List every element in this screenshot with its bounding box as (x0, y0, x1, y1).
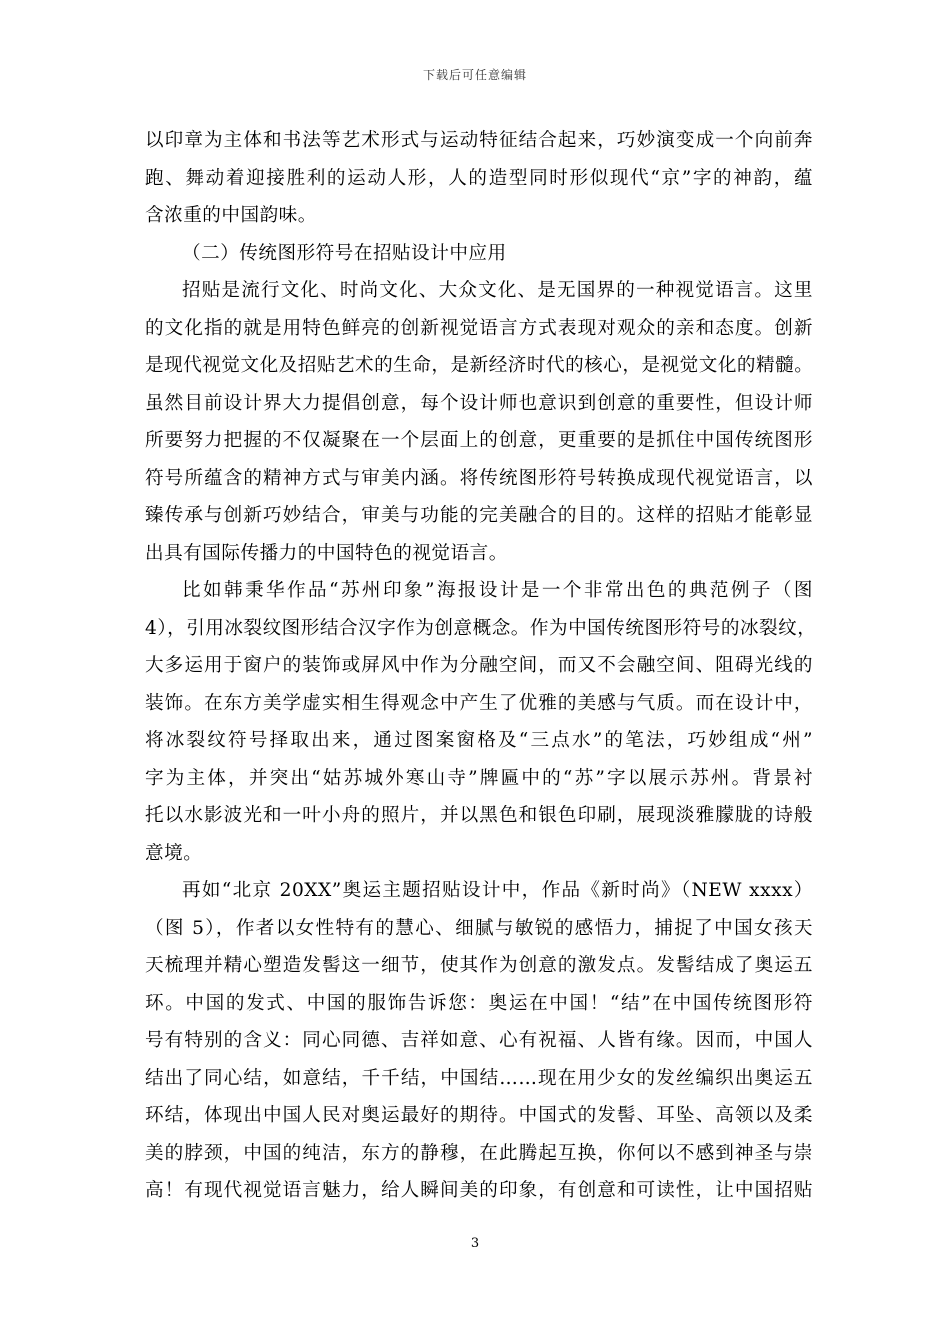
text-line: 跑、舞动着迎接胜利的运动人形，人的造型同时形似现代“京”字的神韵，蕴 (145, 167, 813, 189)
text-line: 再如“北京 20XX”奥运主题招贴设计中，作品《新时尚》（NEW xxxx） (182, 880, 813, 901)
text-line: （图 5），作者以女性特有的慧心、细腻与敏锐的感悟力，捕捉了中国女孩天 (145, 917, 813, 939)
text-line: 意境。 (145, 842, 203, 864)
page-number: 3 (470, 1236, 480, 1251)
text-line: 所要努力把握的不仅凝聚在一个层面上的创意，更重要的是抓住中国传统图形 (145, 430, 813, 451)
text-line: 招贴是流行文化、时尚文化、大众文化、是无国界的一种视觉语言。这里 (182, 280, 813, 301)
text-line: 托以水影波光和一叶小舟的照片，并以黑色和银色印刷，展现淡雅朦胧的诗般 (145, 805, 813, 826)
text-line: 字为主体，并突出“姑苏城外寒山寺”牌匾中的“苏”字以展示苏州。背景衬 (145, 767, 813, 789)
text-line: 的文化指的就是用特色鲜亮的创新视觉语言方式表现对观众的亲和态度。创新 (145, 317, 813, 339)
text-line: 符号所蕴含的精神方式与审美内涵。将传统图形符号转换成现代视觉语言，以 (145, 467, 813, 489)
section-heading: （二）传统图形符号在招贴设计中应用 (182, 242, 507, 264)
text-line: 天梳理并精心塑造发髻这一细节，使其作为创意的激发点。发髻结成了奥运五 (145, 955, 813, 976)
text-line: 大多运用于窗户的装饰或屏风中作为分融空间，而又不会融空间、阻碍光线的 (145, 655, 813, 676)
text-line: 环。中国的发式、中国的服饰告诉您：奥运在中国！“结”在中国传统图形符 (145, 992, 813, 1014)
text-line: 是现代视觉文化及招贴艺术的生命，是新经济时代的核心，是视觉文化的精髓。 (145, 355, 814, 376)
text-line: 号有特别的含义：同心同德、吉祥如意、心有祝福、人皆有缘。因而，中国人 (145, 1030, 813, 1051)
text-line: 虽然目前设计界大力提倡创意，每个设计师也意识到创意的重要性，但设计师 (145, 392, 813, 414)
text-line: 结出了同心结，如意结，千千结，中国结……现在用少女的发丝编织出奥运五 (145, 1067, 813, 1089)
text-line: 将冰裂纹符号择取出来，通过图案窗格及“三点水”的笔法，巧妙组成“州” (145, 730, 813, 751)
text-line: 高！有现代视觉语言魅力，给人瞬间美的印象，有创意和可读性，让中国招贴 (145, 1180, 813, 1201)
document-body (145, 122, 817, 1210)
text-line: 含浓重的中国韵味。 (145, 205, 317, 226)
text-line: 4），引用冰裂纹图形结合汉字作为创意概念。作为中国传统图形符号的冰裂纹， (145, 617, 817, 639)
text-line: 出具有国际传播力的中国特色的视觉语言。 (145, 542, 508, 564)
text-line: 环结，体现出中国人民对奥运最好的期待。中国式的发髻、耳坠、高领以及柔 (145, 1105, 813, 1126)
text-line: 比如韩秉华作品“苏州印象”海报设计是一个非常出色的典范例子（图 (182, 580, 813, 601)
text-line: 以印章为主体和书法等艺术形式与运动特征结合起来，巧妙演变成一个向前奔 (145, 130, 813, 151)
page-header: 下载后可任意编辑 (422, 68, 527, 82)
text-line: 美的脖颈，中国的纯洁，东方的静穆，在此腾起互换，你何以不感到神圣与崇 (145, 1142, 813, 1164)
text-line: 装饰。在东方美学虚实相生得观念中产生了优雅的美感与气质。而在设计中， (145, 692, 813, 714)
text-line: 臻传承与创新巧妙结合，审美与功能的完美融合的目的。这样的招贴才能彰显 (145, 505, 813, 526)
